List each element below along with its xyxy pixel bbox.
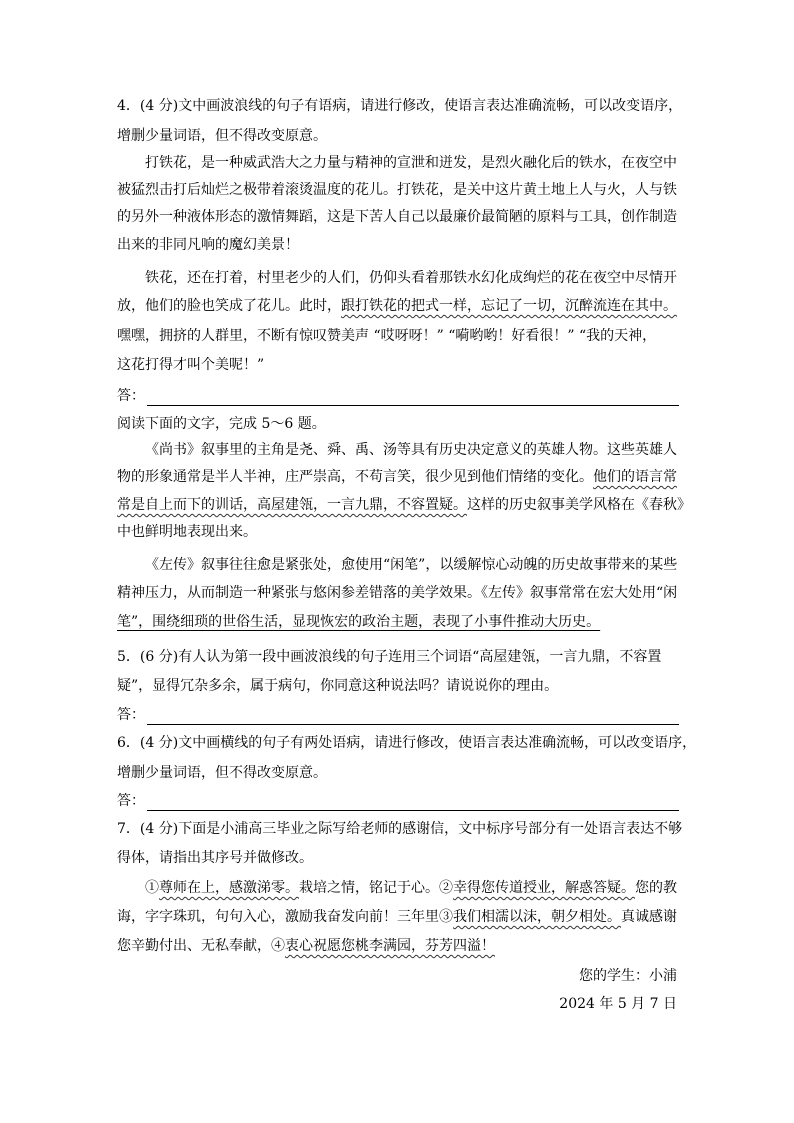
- q7-text: 您的教: [635, 880, 677, 896]
- q7-segment-4: 衷心祝愿您桃李满园，芬芳四溢！: [285, 938, 495, 954]
- q7-letter-line-3: [117, 936, 679, 956]
- reading-text: 这样的历史叙事美学风格在《春秋》: [467, 497, 691, 513]
- q5-answer-line[interactable]: [117, 705, 679, 725]
- q4-wavy-sentence: 跟打铁花的把式一样，忘记了一切，沉醉流连在其中。: [341, 298, 677, 314]
- q4-passage-p1-line-2: 被猛烈击打后灿烂之极带着滚烫温度的花儿。打铁花，是关中这片黄土地上人与火，人与铁: [117, 182, 677, 198]
- q7-segment-1: 尊师在上，感激涕零。: [159, 880, 299, 896]
- q4-passage-p2-line-2: [117, 296, 679, 316]
- reading-p1-line-1: 《尚书》叙事里的主角是尧、舜、禹、汤等具有历史决定意义的英雄人物。这些英雄人: [145, 442, 677, 458]
- reading-text: 物的形象通常是半人半神，庄严崇高，不苟言笑，很少见到他们情绪的变化。: [117, 469, 593, 485]
- q4-answer-line[interactable]: [117, 386, 679, 406]
- q4-passage-p2-line-4: 这花打得才叫个美呢！”: [117, 357, 265, 373]
- reading-p2-line-1: 《左传》叙事往往愈是紧张处，愈使用“闲笔”，以缓解惊心动魄的历史故事带来的某些: [145, 557, 678, 573]
- q4-prompt-line-2: 增删少量词语，但不得改变原意。: [117, 128, 327, 144]
- q7-text: 诲，字字珠玑，句句入心，激励我奋发向前！三年里③: [117, 909, 453, 925]
- q4-prompt-line-1: 4．(4 分)文中画波浪线的句子有语病，请进行修改，使语言表达准确流畅，可以改变语序，: [117, 98, 683, 114]
- reading-p2-line-3: [117, 612, 679, 632]
- q7-letter-line-1: [145, 878, 679, 898]
- q7-letter-line-2: [117, 907, 679, 927]
- q6-prompt-line-2: 增删少量词语，但不得改变原意。: [117, 765, 327, 781]
- reading-p1-line-2: [117, 467, 679, 487]
- q4-passage-p2-line-3: 嘿嘿，拥挤的人群里，不断有惊叹赞美声 “哎呀呀！” “嗬哟哟！好看很！” “我的天神，: [117, 328, 657, 344]
- q5-answer-label: 答：: [117, 707, 145, 723]
- q5-prompt-line-2: 疑”，显得冗杂多余，属于病句，你同意这种说法吗？请说说你的理由。: [117, 678, 559, 694]
- q7-segment-3: 我们相濡以沫，朝夕相处。: [453, 909, 621, 925]
- q4-passage-p1-line-4: 出来的非同凡响的魔幻美景！: [117, 237, 299, 253]
- q7-text: 真诚感谢: [621, 909, 677, 925]
- q4-answer-label: 答：: [117, 388, 145, 404]
- q7-segment-2: 幸得您传道授业，解惑答疑。: [453, 880, 635, 896]
- reading-p1-line-3: [117, 495, 691, 515]
- q7-text: 栽培之情，铭记于心。②: [299, 880, 453, 896]
- reading-underlined-sentence: 笔”，围绕细琐的世俗生活，显现恢宏的政治主题，表现了小事件推动大历史。: [117, 614, 601, 630]
- q6-prompt-line-1: 6．(4 分)文中画横线的句子有两处语病，请进行修改，使语言表达准确流畅，可以改变语序，: [117, 735, 697, 751]
- q7-prompt-line-1: 7．(4 分)下面是小浦高三毕业之际写给老师的感谢信，文中标序号部分有一处语言表达不够: [117, 821, 683, 837]
- q4-passage-p1-line-3: 的另外一种液体形态的激情舞蹈，这是下苦人自己以最廉价最简陋的原料与工具，创作制造: [117, 209, 677, 225]
- reading-p2-line-2: 精神压力，从而制造一种紧张与悠闲参差错落的美学效果。《左传》叙事常常在宏大处用“闲: [117, 585, 678, 601]
- reading-p1-line-4: 中也鲜明地表现出来。: [117, 524, 257, 540]
- q7-signature: 您的学生：小浦: [579, 968, 677, 984]
- reading-wavy-sentence-part-2: 常是自上而下的训话，高屋建瓴，一言九鼎，不容置疑。: [117, 497, 467, 513]
- q6-answer-rule[interactable]: [147, 796, 679, 811]
- q7-date: 2024 年 5 月 7 日: [559, 996, 677, 1012]
- reading-intro: 阅读下面的文字，完成 5～6 题。: [117, 416, 326, 432]
- q4-passage-text: 放，他们的脸也笑成了花儿。此时，: [117, 298, 341, 314]
- q4-passage-p2-line-1: 铁花，还在打着，村里老少的人们，仍仰头看着那铁水幻化成绚烂的花在夜空中尽情开: [145, 270, 677, 286]
- q6-answer-line[interactable]: [117, 791, 679, 811]
- q7-prompt-line-2: 得体，请指出其序号并做修改。: [117, 850, 313, 866]
- q7-text: 您辛勤付出、无私奉献，④: [117, 938, 285, 954]
- q6-answer-label: 答：: [117, 793, 145, 809]
- reading-wavy-sentence-part-1: 他们的语言常: [593, 469, 677, 485]
- q5-prompt-line-1: 5．(6 分)有人认为第一段中画波浪线的句子连用三个词语“高屋建瓴，一言九鼎，不容置: [117, 649, 662, 665]
- q5-answer-rule[interactable]: [147, 710, 679, 725]
- q7-marker: ①: [145, 880, 159, 896]
- q4-passage-p1-line-1: 打铁花，是一种威武浩大之力量与精神的宣泄和迸发，是烈火融化后的铁水，在夜空中: [145, 155, 677, 171]
- q4-answer-rule[interactable]: [147, 391, 679, 406]
